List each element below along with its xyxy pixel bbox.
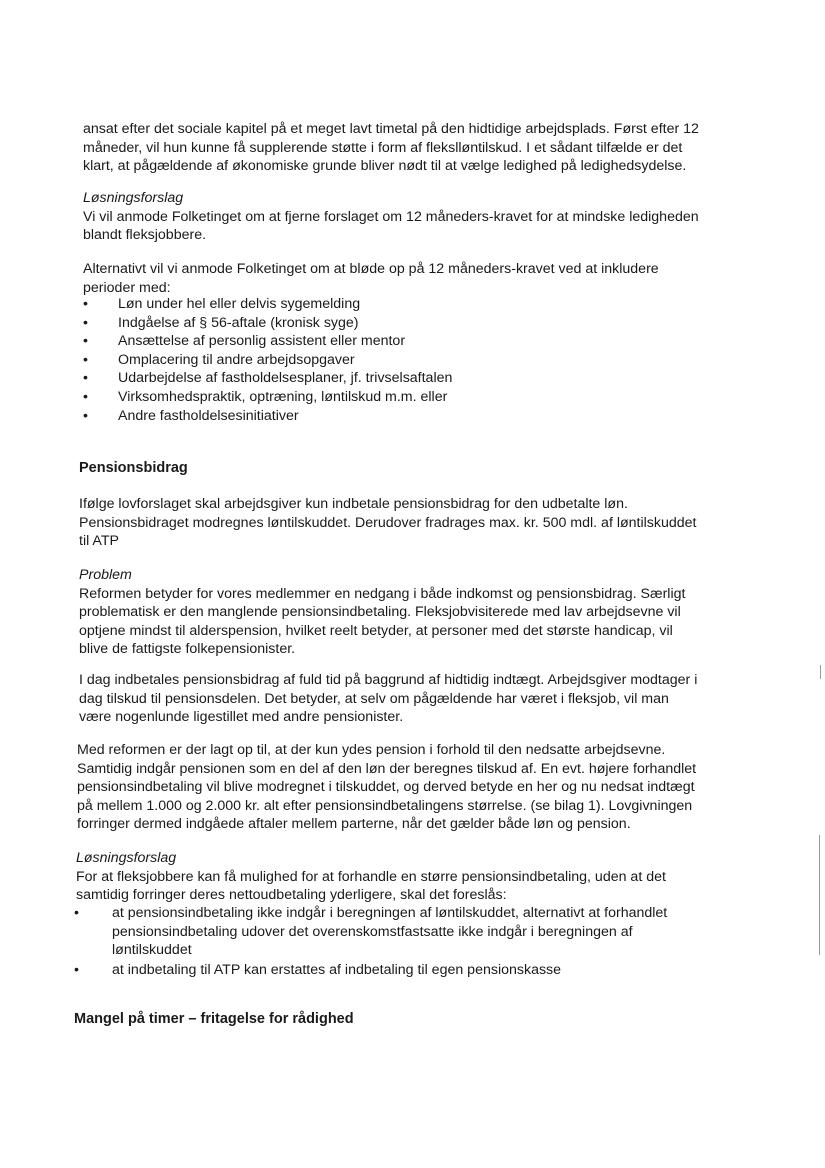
bullet-icon: • <box>83 351 88 368</box>
text-line: Ifølge lovforslaget skal arbejdsgiver kun indbetale pensionsbidrag for den udbetalte løn. <box>79 496 628 512</box>
text-line: på mellem 1.000 og 2.000 kr. alt efter pensionsindbetalingens størrelse. (se bilag 1). Lovgivningen <box>77 797 693 814</box>
list-item <box>83 407 763 426</box>
text-line: samtidig forringer deres nettoudbetaling yderligere, skal det foreslås: <box>76 887 507 904</box>
list-item <box>83 314 763 333</box>
list-item-text: Ansættelse af personlig assistent eller mentor <box>118 333 406 350</box>
list-item-text: Løn under hel eller delvis sygemelding <box>118 296 361 312</box>
text-line: klart, at pågældende af økonomiske grunde bliver nødt til at vælge ledighed på ledighedsydelse. <box>83 158 687 175</box>
section-heading-hours: Mangel på timer – fritagelse for rådighed <box>74 1011 354 1027</box>
bullet-icon: • <box>83 370 88 387</box>
text-line: dag tilskud til pensionsdelen. Det betyder, at selv om pågældende har været i fleksjob, vil man <box>79 690 669 707</box>
period-bullet-list <box>83 295 763 425</box>
list-item-text: Andre fastholdelsesinitiativer <box>118 407 299 424</box>
bullet-icon: • <box>83 388 88 405</box>
subheading-problem: Problem <box>79 567 132 583</box>
pension-intro-paragraph <box>79 495 769 551</box>
text-line: problematisk er den manglende pensionsindbetaling. Fleksjobvisiterede med lav arbejdsevne vil <box>79 604 681 621</box>
problem-section <box>79 566 769 659</box>
list-item-text: Indgåelse af § 56-aftale (kronisk syge) <box>118 314 359 331</box>
subheading-solution: Løsningsforslag <box>76 850 177 866</box>
intro-paragraph <box>83 120 763 176</box>
list-item <box>83 332 763 351</box>
pension-solution-bullets <box>74 904 768 979</box>
bullet-icon: • <box>83 296 88 312</box>
list-item <box>83 388 763 407</box>
list-item <box>74 904 768 960</box>
text-line: blive de fattigste folkepensionister. <box>79 641 296 658</box>
list-item-text: at indbetaling til ATP kan erstattes af indbetaling til egen pensionskasse <box>112 961 562 978</box>
text-line: til ATP <box>79 533 119 550</box>
scan-edge-mark <box>819 835 820 955</box>
text-line: Pensionsbidraget modregnes løntilskuddet. Derudover fradrages max. kr. 500 mdl. af løntilskuddet <box>79 514 697 531</box>
list-item-text: pensionsindbetaling udover det overenskomstfastsatte ikke indgår i beregningen af <box>112 923 633 940</box>
pension-paragraph-2 <box>79 671 769 727</box>
text-line: perioder med: <box>83 279 171 296</box>
bullet-icon: • <box>83 407 88 424</box>
text-line: Med reformen er der lagt op til, at der kun ydes pension i forhold til den nedsatte arbejdsevne. <box>77 742 666 758</box>
bullet-icon: • <box>83 333 88 350</box>
text-line: blandt fleksjobbere. <box>83 227 207 244</box>
list-item-text: Virksomhedspraktik, optræning, løntilskud m.m. eller <box>118 388 448 405</box>
text-line: måneder, vil hun kunne få supplerende støtte i form af flekslløntilskud. I et sådant tilfælde er det <box>83 139 683 156</box>
list-item <box>74 961 768 980</box>
list-item-text: løntilskuddet <box>112 942 192 959</box>
section-heading-pension: Pensionsbidrag <box>79 460 188 476</box>
list-item <box>83 369 763 388</box>
solution-section-1 <box>83 189 763 245</box>
text-line: Samtidig indgår pensionen som en del af den løn der beregnes tilskud af. En evt. højere forhandlet <box>77 760 697 777</box>
list-item <box>83 295 763 314</box>
text-line: være nogenlunde ligestillet med andre pensionister. <box>79 709 404 726</box>
text-line: ansat efter det sociale kapitel på et meget lavt timetal på den hidtidige arbejdsplads. Først efter 12 <box>83 121 699 137</box>
list-item-text: at pensionsindbetaling ikke indgår i beregningen af løntilskuddet, alternativt at forhandlet <box>112 905 668 921</box>
subheading-solution: Løsningsforslag <box>83 190 184 206</box>
text-line: Reformen betyder for vores medlemmer en nedgang i både indkomst og pensionsbidrag. Særligt <box>79 585 686 602</box>
text-line: optjene mindst til alderspension, hvilket reelt betyder, at personer med det største handicap, vil <box>79 622 673 639</box>
text-line: For at fleksjobbere kan få mulighed for at forhandle en større pensionsindbetaling, uden at det <box>76 868 666 885</box>
text-line: I dag indbetales pensionsbidrag af fuld tid på baggrund af hidtidig indtægt. Arbejdsgiver modtager i <box>79 672 698 688</box>
list-item-text: Udarbejdelse af fastholdelsesplaner, jf. trivselsaftalen <box>118 370 453 387</box>
text-line: Vi vil anmode Folketinget om at fjerne forslaget om 12 måneders-kravet for at mindske ledigheden <box>83 208 699 225</box>
scan-edge-mark <box>820 665 821 679</box>
list-item-text: Omplacering til andre arbejdsopgaver <box>118 351 355 368</box>
list-item <box>83 351 763 370</box>
text-line: forringer dermed indgåede aftaler mellem parterne, når det gælder både løn og pension. <box>77 816 631 833</box>
pension-paragraph-3 <box>77 741 769 834</box>
pension-solution-section <box>76 849 768 905</box>
text-line: Alternativt vil vi anmode Folketinget om at bløde op på 12 måneders-kravet ved at inkludere <box>83 261 659 277</box>
bullet-icon: • <box>74 961 79 978</box>
bullet-icon: • <box>83 314 88 331</box>
text-line: pensionsindbetaling vil blive modregnet i tilskuddet, og derved betyde en her og nu nedsat indtægt <box>77 779 695 796</box>
bullet-icon: • <box>74 905 79 921</box>
alternative-paragraph <box>83 260 763 297</box>
